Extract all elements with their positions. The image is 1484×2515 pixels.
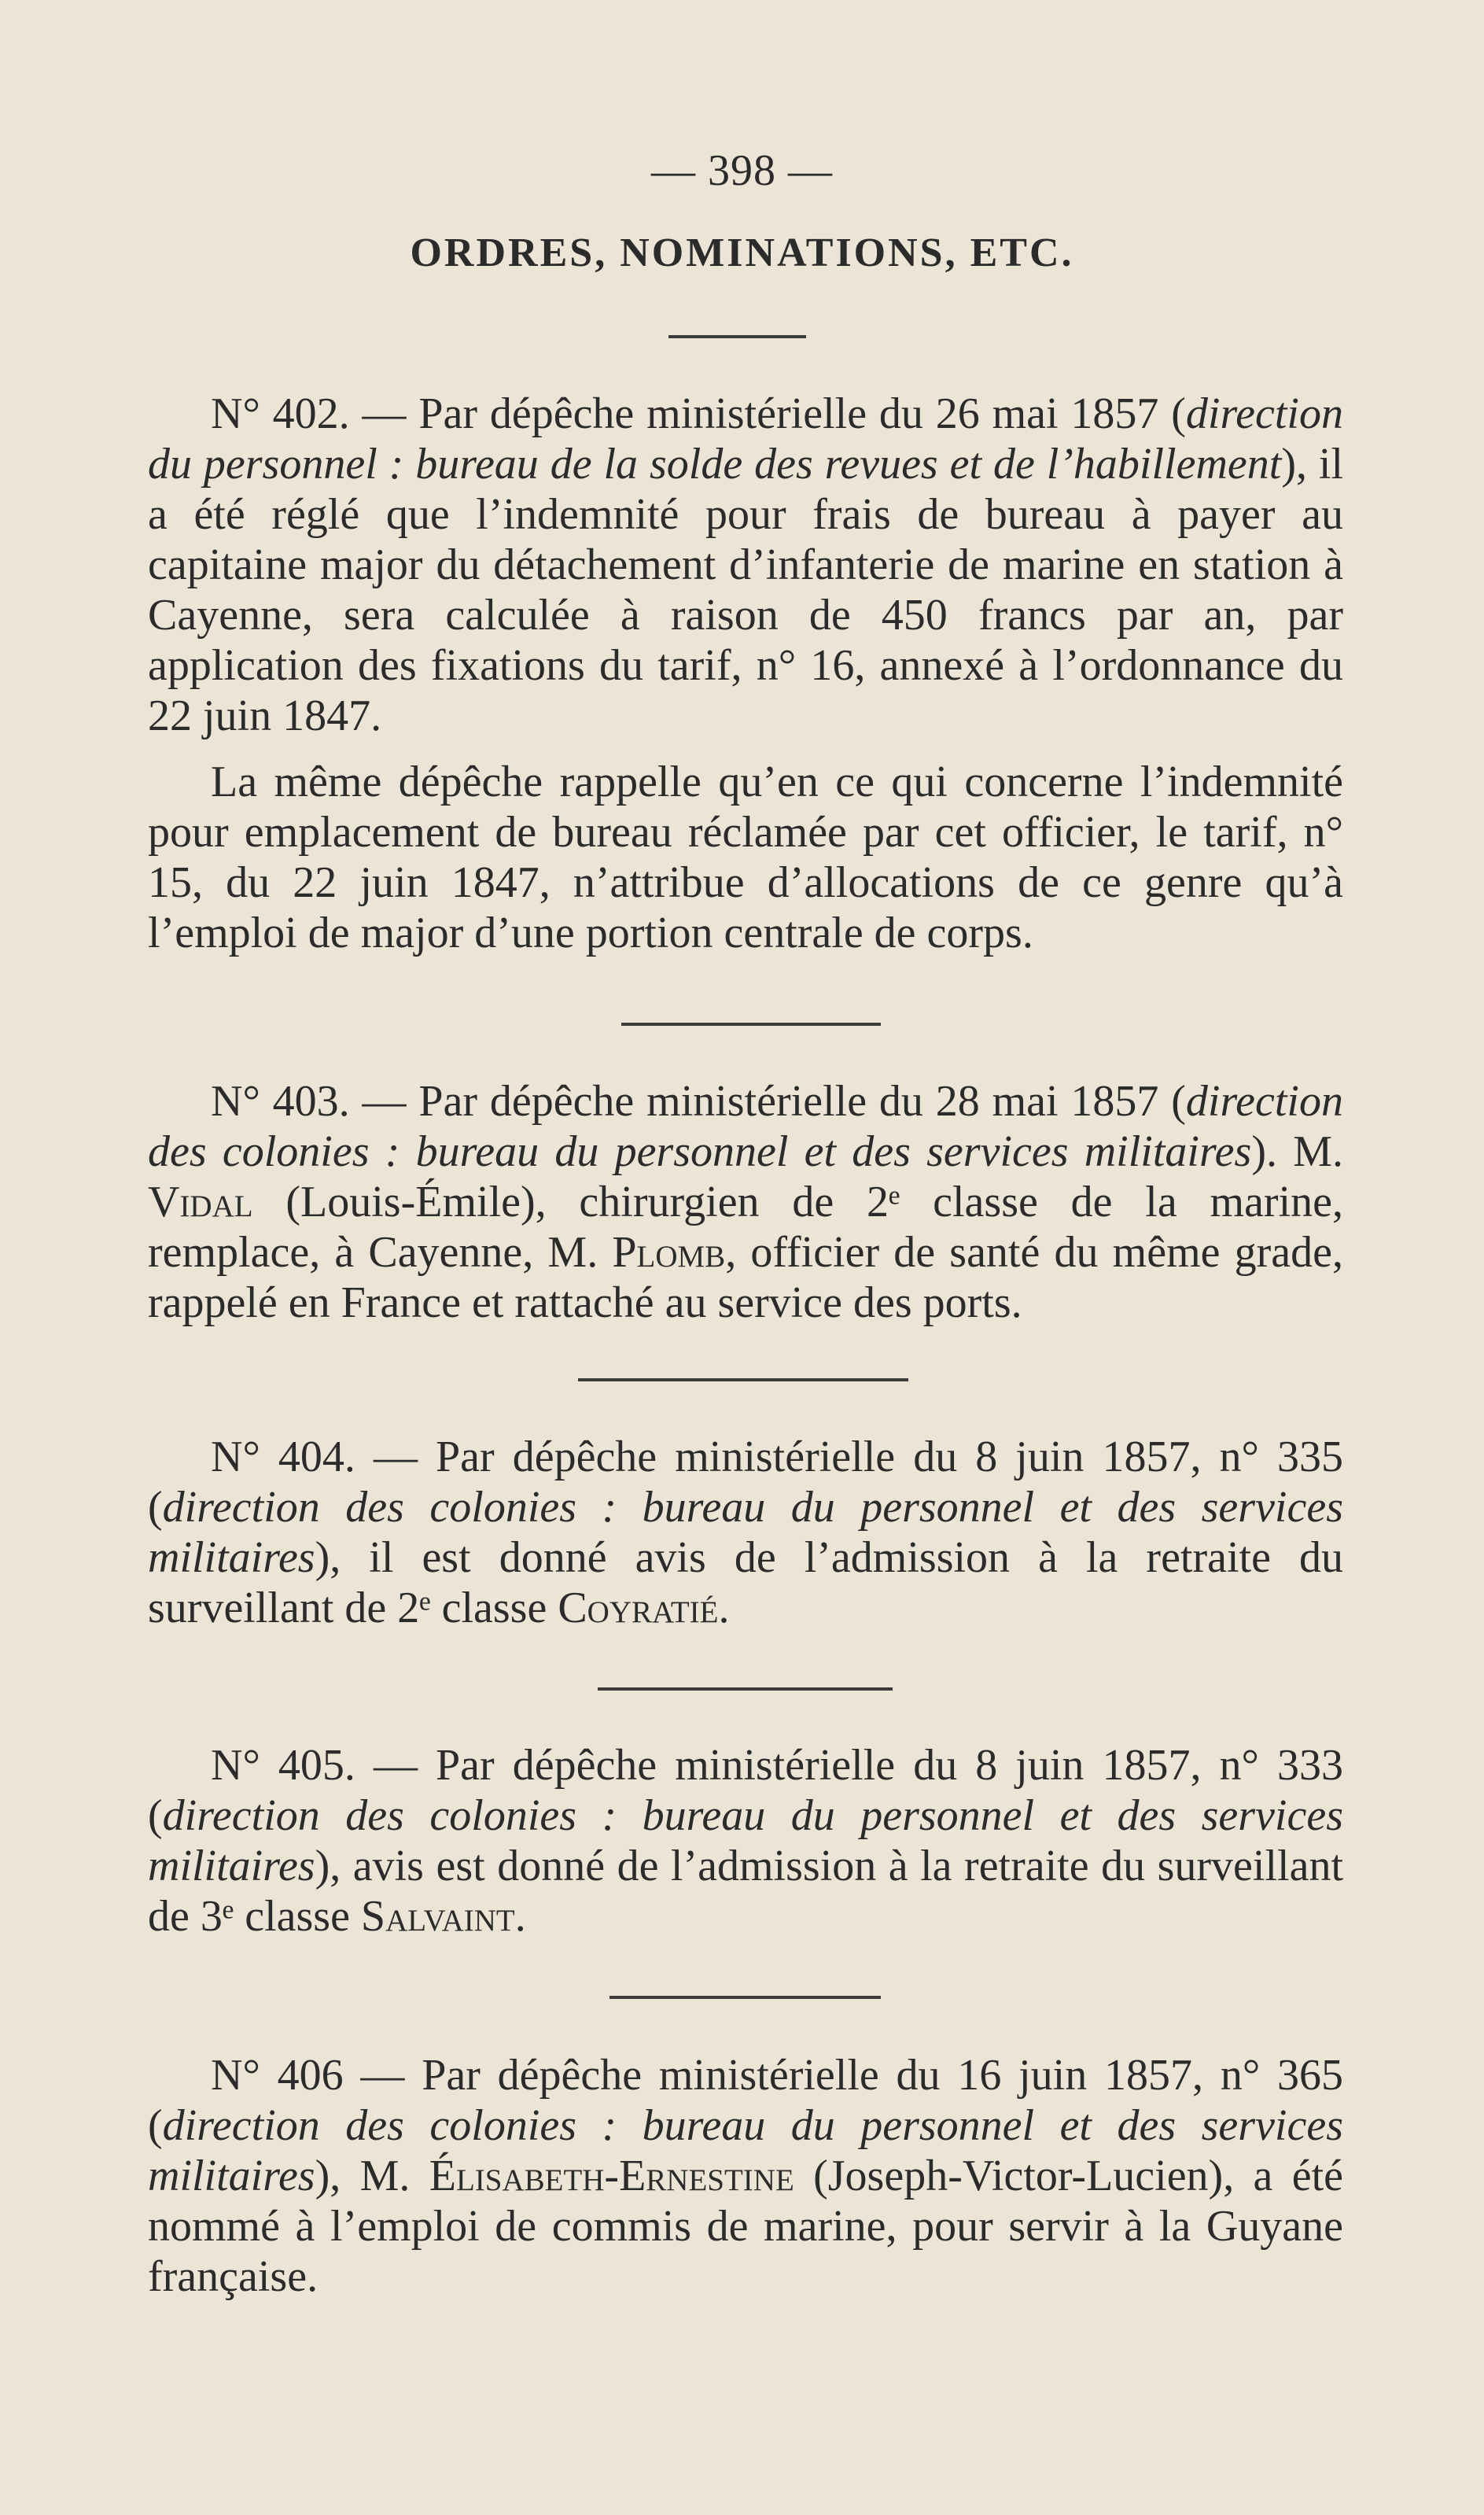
department-reference: direction des colonies : bureau du personnel et des services militaires (148, 2101, 1343, 2200)
section-number: N° 403. (211, 1077, 350, 1126)
section-402 (148, 389, 1343, 958)
page-number: — 398 — (651, 146, 833, 195)
department-reference: direction des colonies : bureau du personnel et des services militaires (148, 1483, 1343, 1582)
section-divider (621, 1023, 881, 1026)
section-divider (609, 1996, 881, 1999)
person-name: Plomb (612, 1228, 726, 1277)
person-name: Élisabeth-Ernestine (429, 2152, 794, 2200)
section-405 (148, 1740, 1343, 1942)
paragraph: N° 402. — Par dépêche ministérielle du 26 mai 1857 (direction du personnel : bureau de la solde des revues et de l’habillement), il a été réglé que l’indemnité pour frais de bureau à payer au capitaine major du détachement d’infanterie de marine en station à Cayenne, sera calculée à raison de 450 francs par an, par application des fixations du tarif, n° 16, annexé à l’ordonnance du 22 juin 1847. (148, 389, 1344, 740)
department-reference: direction du personnel : bureau de la solde des revues et de l’habillement (148, 389, 1343, 489)
person-name: Salvaint (360, 1892, 515, 1941)
department-reference: direction des colonies : bureau du personnel et des services militaires (148, 1077, 1343, 1176)
person-name: Coyratié (558, 1584, 719, 1632)
section-404 (148, 1432, 1343, 1633)
section-403 (148, 1076, 1343, 1328)
paragraph: N° 405. — Par dépêche ministérielle du 8 juin 1857, n° 333 (direction des colonies : bureau du personnel et des services militaires), avis est donné de l’admission à la retraite du surveillant de 3ᵉ classe Salvaint. (148, 1741, 1344, 1941)
title-rule (668, 335, 806, 338)
department-reference: direction des colonies : bureau du personnel et des services militaires (148, 1791, 1343, 1890)
section-406 (148, 2050, 1343, 2302)
section-number: N° 405. (211, 1741, 355, 1790)
running-title: ORDRES, NOMINATIONS, ETC. (410, 230, 1074, 275)
section-number: N° 402. (211, 389, 350, 438)
section-divider (598, 1687, 893, 1691)
paragraph: N° 406 — Par dépêche ministérielle du 16 juin 1857, n° 365 (direction des colonies : bureau du personnel et des services militaires), M. Élisabeth-Ernestine (Joseph-Victor-Lucien), a été nommé à l’emploi de commis de marine, pour servir à la Guyane française. (148, 2051, 1343, 2301)
section-number: N° 404. (211, 1433, 355, 1481)
paragraph: N° 404. — Par dépêche ministérielle du 8 juin 1857, n° 335 (direction des colonies : bureau du personnel et des services militaires), il est donné avis de l’admission à la retraite du surveillant de 2ᵉ classe Coyratié. (148, 1433, 1344, 1632)
paragraph: N° 403. — Par dépêche ministérielle du 28 mai 1857 (direction des colonies : bureau du personnel et des services militaires). M. Vidal (Louis-Émile), chirurgien de 2ᵉ classe de la marine, remplace, à Cayenne, M. Plomb, officier de santé du même grade, rappelé en France et rattaché au service des ports. (148, 1077, 1343, 1327)
section-divider (578, 1378, 908, 1381)
paragraph: La même dépêche rappelle qu’en ce qui concerne l’indemnité pour emplacement de bureau réclamée par cet officier, le tarif, n° 15, du 22 juin 1847, n’attribue d’allocations de ce genre qu’à l’emploi de major d’une portion centrale de corps. (148, 758, 1343, 957)
section-number: N° 406 (211, 2051, 344, 2100)
person-name: Vidal (148, 1178, 253, 1226)
